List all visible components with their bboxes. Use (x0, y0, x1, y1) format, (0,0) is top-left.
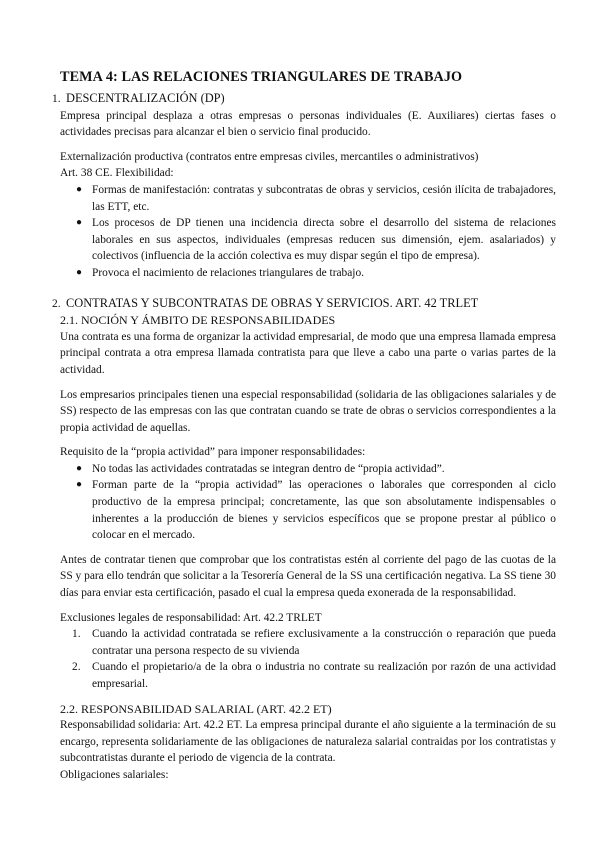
section-2-title: CONTRATAS Y SUBCONTRATAS DE OBRAS Y SERVICIOS. ART. 42 TRLET (66, 295, 479, 310)
section-1-bullet-list (60, 182, 556, 282)
section-1-paragraph-3: Art. 38 CE. Flexibilidad: (60, 167, 174, 180)
bullet-icon: ● (76, 479, 83, 491)
section-2-paragraph-2: Los empresarios principales tienen una especial responsabilidad (solidaria de las obligaciones salariales y de SS) respecto de las empresas con las que contratan cuando se trate de obras o servicios correspondientes a la propia actividad de aquellas. (60, 388, 556, 434)
section-2-paragraph-3: Requisito de la “propia actividad” para imponer responsabilidades: (60, 446, 366, 459)
list-item: ● No todas las actividades contratadas se integran dentro de “propia actividad”. (80, 461, 556, 478)
section-2-paragraph-7: Obligaciones salariales: (60, 768, 169, 781)
list-item: ● Los procesos de DP tienen una incidencia directa sobre el desarrollo del sistema de relaciones laborales en sus aspectos, individuales (empresas reducen sus dimensión, ejem. asalariados) y colectivos (influencia de la acción colectiva es muy dispar según el tipo de empresa). (76, 217, 556, 263)
section-1-paragraph-2: Externalización productiva (contratos entre empresas civiles, mercantiles o administrativos) (60, 150, 479, 163)
section-1-number: 1. (52, 93, 61, 105)
section-1-paragraph-1: Empresa principal desplaza a otras empresas o personas individuales (E. Auxiliares) ciertas fases o actividades precisas para alcanzar el bien o servicio final producido. (60, 109, 556, 139)
bullet-icon: ● (76, 183, 83, 195)
exclusions-list (60, 626, 556, 692)
bullet-icon: ● (76, 266, 83, 278)
section-1-title: DESCENTRALIZACIÓN (DP) (66, 91, 225, 105)
subsection-2-2-title: 2.2. RESPONSABILIDAD SALARIAL (ART. 42.2 ET) (60, 701, 332, 716)
page-title: TEMA 4: LAS RELACIONES TRIANGULARES DE TRABAJO (60, 69, 463, 85)
list-item: ● Provoca el nacimiento de relaciones triangulares de trabajo. (80, 265, 556, 282)
section-2-paragraph-5: Exclusiones legales de responsabilidad: Art. 42.2 TRLET (60, 611, 322, 624)
list-item: 1. Cuando la actividad contratada se refiere exclusivamente a la construcción o reparación que pueda contratar una persona respecto de su vivienda (72, 628, 556, 657)
section-2-paragraph-6: Responsabilidad solidaria: Art. 42.2 ET. La empresa principal durante el año siguiente a la terminación de su encargo, representa solidariamente de las obligaciones de naturaleza salarial contraidas por los contratistas y subcontratistas durante el periodo de vigencia de la contrata. (60, 719, 556, 765)
section-2-number: 2. (52, 297, 61, 310)
section-2-paragraph-4: Antes de contratar tienen que comprobar que los contratistas estén al corriente del pago de las cuotas de la SS y para ello tendrán que solicitar a la Tesorería General de la SS una certificación negativa. La SS tiene 30 días para enviar esta certificación, pasado el cual la empresa queda exonerada de la responsabilidad. (60, 553, 556, 600)
section-2-heading (52, 295, 556, 313)
section-2-paragraph-1: Una contrata es una forma de organizar la actividad empresarial, de modo que una empresa llamada empresa principal contrata a otra empresa llamada contratista para que lleve a cabo una parte o varias partes de la actividad. (60, 330, 556, 376)
list-item: ● Forman parte de la “propia actividad” las operaciones o laborales que corresponden al ciclo productivo de la empresa principal; concretamente, las que son absolutamente indispensables o inherentes a la producción de bienes y servicios específicos que se propone prestar al público o colocar en el mercado. (76, 479, 556, 542)
section-1-heading (52, 90, 556, 108)
section-2-bullet-list (60, 461, 556, 544)
list-item: ● Formas de manifestación: contratas y subcontratas de obras y servicios, cesión ilícita de trabajadores, las ETT, etc. (76, 183, 556, 213)
bullet-icon: ● (76, 462, 83, 474)
bullet-icon: ● (76, 217, 83, 229)
list-item: 2. Cuando el propietario/a de la obra o industria no contrate su realización por razón de una actividad empresarial. (72, 661, 556, 690)
subsection-2-1-title: 2.1. NOCIÓN Y ÁMBITO DE RESPONSABILIDADES (60, 313, 336, 328)
